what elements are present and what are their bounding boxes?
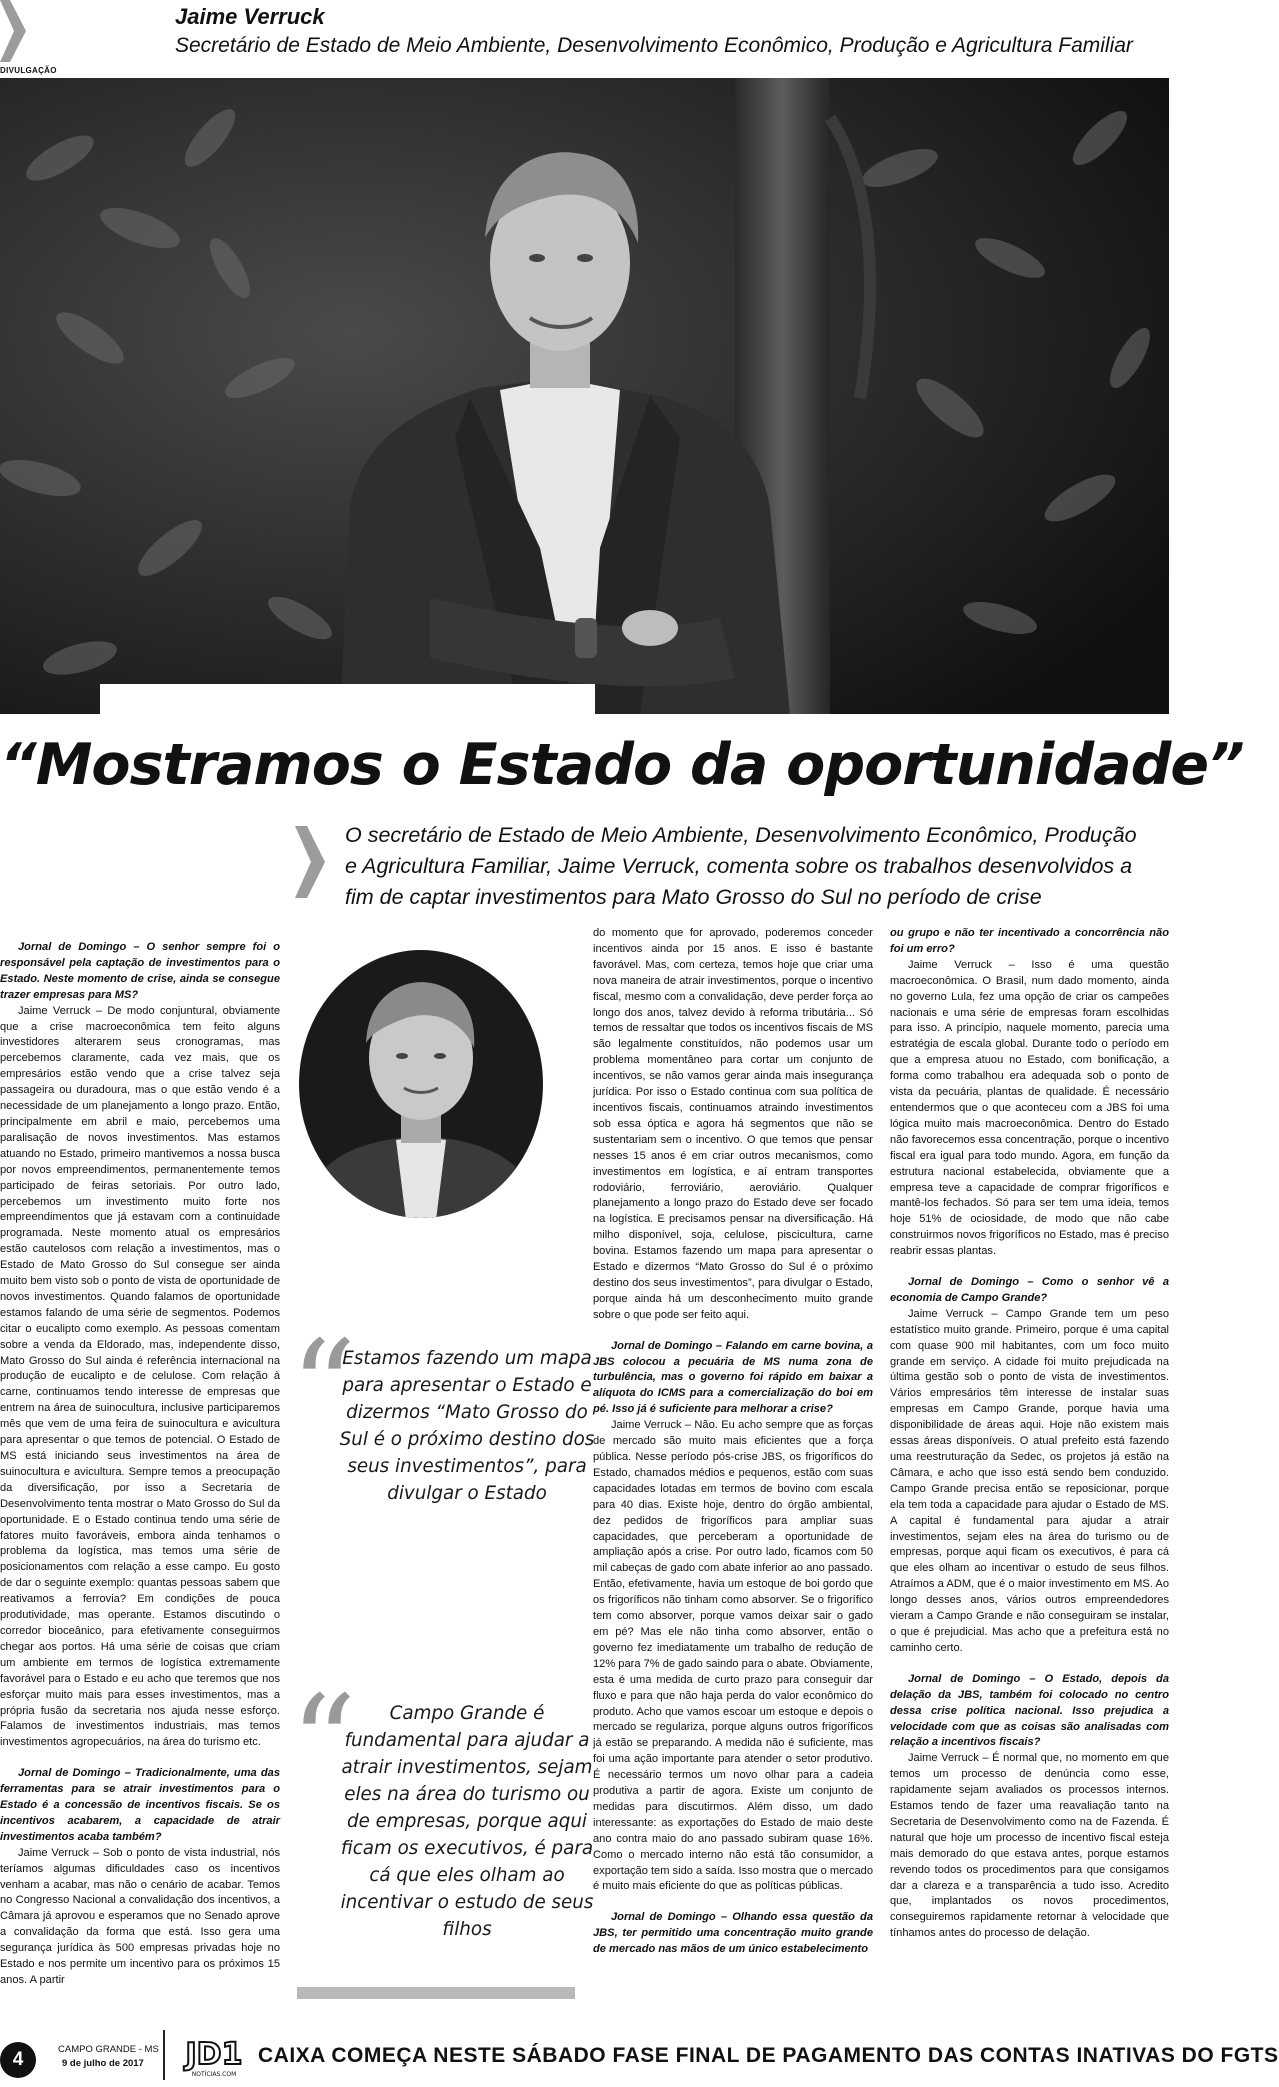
page-footer [0,2022,1279,2087]
answer-3: Jaime Verruck – Não. Eu acho sempre que as forças de mercado são muito mais eficientes que a força pública. Nesse período pós-crise JBS, os frigoríficos do Estado, chamados médios e pequenos, estão com suas capacidades lotadas em termos de bovino com escala para 40 dias. Existe hoje, dentro do órgão ambiental, dez pedidos de frigoríficos para ampliar suas capacidades, que perceberam a oportunidade de ampliação após a crise. Por outro lado, ficamos com 50 mil cabeças de gado com abate inferior ao ano passado. Então, efetivamente, havia um estoque de boi gordo que os frigoríficos não tinham como absorver. Se o frigorífico tem como absorver, porque vamos deixar sair o gado em pé? Mas ele não tinha como absorver, então o governo fez imediatamente um trabalho de redução de 12% para 7% de gado saindo para o abate. Obviamente, esta é uma medida de curto prazo para conseguir dar fluxo e para que não haja perda do valor econômico do produto. Acho que vamos escoar um estoque e depois o mercado se regulariza, porque alguns outros frigoríficos já estão se preparando. A medida não é suficiente, mas foi uma ação importante para atender o setor produtivo. É necessário termos um novo olhar para a cadeia produtiva a partir de agora. Existe um conjunto de medidas para discutirmos. Além disso, um dado interessante: as exportações do Estado de maio deste ano contra maio do ano passado subiram quase 16%. Como o mercado interno não está tão consumidor, a exportação tem sido a saída. Isso mostra que o mercado é muito mais eficiente do que as políticas públicas. [593,1419,874,1893]
answer-5: Jaime Verruck – Campo Grande tem um peso estatístico muito grande. Primeiro, porque é uma capital com quase 900 mil habitantes, com um foco muito grande em serviço. A cidade foi muito prejudicada na última gestão sob o ponto de vista de investimentos. Vários empresários têm interesse de instalar suas empresas em Campo Grande, porque havia uma disponibilidade de áreas aqui. Hoje não existem mais essas áreas disponíveis. O atual prefeito está fazendo uma reestruturação da Sedec, os projetos já estão na Câmara, e acho que isso está sendo bem conduzido. Campo Grande precisa então se reposicionar, porque ela tem toda a capacidade para ajudar o Estado de MS. A capital é fundamental para ajudar a atrair investimentos, sejam eles na área do turismo ou de empresas, porque aqui ficam os executivos, é para cá que eles olham ao incentivar o estudo de seus filhos. Atraímos a ADM, que é o maior investimento em MS. Ao longo desses anos, vários outros empreendedores vieram a Campo Grande e não conseguiram se instalar, o que é prejudicial. Mas acho que a prefeitura está no caminho certo. [890,1307,1169,1654]
jd1-logo[interactable] [184,2030,244,2080]
quote-mark-icon: “ [290,1312,357,1464]
logo-text: JD1 [185,2037,243,2072]
subheadline: O secretário de Estado de Meio Ambiente, Desenvolvimento Econômico, Produção e Agricultura Familiar, Jaime Verruck, comenta sobre os trabalhos desenvolvidos a fim de captar investimentos para Mato Grosso do Sul no período de crise [345,823,1137,909]
article-column-3 [890,926,1169,1942]
footer-date: 9 de julho de 2017 [62,2058,144,2069]
footer-divider [163,2030,165,2080]
main-photo [0,78,1169,714]
pull-quote-1-text: Estamos fazendo um mapa para apresentar o Estado e dizermos “Mato Grosso do Sul é o próximo destino dos seus investimentos”, para divulgar o Estado [339,1348,595,1504]
question-4-continued: ou grupo e não ter incentivado a concorrência não foi um erro? [890,927,1169,955]
answer-4: Jaime Verruck – Isso é uma questão macroeconômica. O Brasil, num dado momento, ainda no governo Lula, fez uma opção de criar os campeões nacionais e uma série de empresas foram escolhidas para isso. A princípio, naquele momento, parecia uma estratégia de escala global. Durante todo o período em que a empresa atuou no Estado, com bonificação, a forma como trabalhou era adequada sob o ponto de vista da pecuária, plantas de qualidade. É necessário entendermos que o que aconteceu com a JBS foi uma lógica muito mais macroeconômica. Dentro do Estado não favorecemos essa concentração, porque o incentivo fiscal era igual para todo mundo. Agora, em função da estrutura nacional estabelecida, obviamente que a empresa teve a capacidade de comprar frigoríficos e mantê-los fechados. Só para ser tem uma ideia, temos hoje 51% de ociosidade, de modo que não cabe construirmos novos frigoríficos no Estado, mas é preciso reabrir essas plantas. [890,958,1169,1258]
answer-1: Jaime Verruck – De modo conjuntural, obviamente que a crise macroeconômica tem feito alguns investidores alterarem seus cronogramas, mas percebemos claramente, cada vez mais, que os empresários estão vendo que a crise talvez seja passageira ou duradoura, mas o que estão vendo é a necessidade de um planejamento a longo prazo. Então, principalmente em abril e maio, percebemos uma paralisação de novos investimentos. Mas estamos atuando no Estado, primeiro mantivemos a nossa busca por novos empreendimentos, permanentemente temos participado de feiras setoriais. Por outro lado, percebemos um investimento muito forte nos empreendimentos que já estavam com a continuidade programada. Neste momento atual os empresários estão cautelosos com relação a investimentos, mas o Estado de Mato Grosso do Sul consegue ser ainda muito bem visto sob o ponto de vista de oportunidade de novos investimentos. Quando falamos de oportunidade estamos falando de uma série de segmentos. Podemos citar o eucalipto como exemplo. As pessoas comentam sobre a venda da Eldorado, mas, independente disso, Mato Grosso do Sul ainda é referência internacional na produção de eucalipto e de celulose. Com relação à carne, continuamos tendo interesse de empresas que entrem na área de suinocultura, inclusive participaremos mês que vem de uma feira de suinocultura e avicultura para apresentar o que temos de potencial. O Estado de MS está iniciando seus investimentos na área de suinocultura e avicultura. Sempre temos a preocupação da diversificação, por isso a Secretaria de Desenvolvimento tenta mostrar o Mato Grosso do Sul da oportunidade. E o Estado continua tendo uma série de fatores muito favoráveis, embora ainda tenhamos o problema da logística, mas temos uma série de posicionamentos com relação a esse campo. Eu gosto de dar o seguinte exemplo: quantas pessoas sabem que reativamos a ferrovia? Em condições de pouca produtividade, mas operante. Estamos discutindo o corredor bioceânico, para efetivamente conseguirmos chegar aos portos. Há uma série de coisas que criam um ambiente em termos de logística extremamente favorável para o Estado e eu acho que teremos que nos esforçar muito mais para esses investimentos, mas a própria fusão da secretaria nos ajuda nesse esforço. Falamos de investimentos industriais, mas temos investimentos agropecuários, na área do turismo etc. [0,1004,280,1749]
photo-white-strip [100,684,595,714]
pull-quote-1 [290,1312,602,1507]
page-number: 4 [0,2042,36,2078]
logo-subtext: NOTÍCIAS.COM [191,2071,237,2078]
article-column-2 [593,926,873,1958]
pull-quote-2-text: Campo Grande é fundamental para ajudar a atrair investimentos, sejam eles na área do turismo ou de empresas, porque aqui ficam os executivos, é para cá que eles olham ao incentivar o estudo de seus filhos [340,1703,594,1940]
answer-6: Jaime Verruck – É normal que, no momento em que temos um processo de denúncia como esse, rapidamente sejam avaliados os processos internos. Estamos tendo de fazer uma reavaliação tanto na Secretaria de Desenvolvimento como na de Fazenda. É natural que hoje um processo de incentivo fiscal esteja mais demorado do que estava antes, porque estamos revendo todos os procedimentos para que consigamos dar a clareza e a transparência a tudo isso. Acredito que, implantados os novos procedimentos, conseguiremos rapidamente retornar à velocidade que tínhamos antes do processo de delação. [890,1752,1169,1940]
question-3: Jornal de Domingo – Falando em carne bovina, a JBS colocou a pecuária de MS numa zona de turbulência, mas o governo foi rápido em baixar a alíquota do ICMS para a comercialização do boi em pé. Isso já é suficiente para melhorar a crise? [593,1339,873,1416]
question-5: Jornal de Domingo – Como o senhor vê a economia de Campo Grande? [890,1276,1169,1304]
question-6: Jornal de Domingo – O Estado, depois da delação da JBS, também foi colocado no centro dessa crise política nacional. Isso prejudica a velocidade com que as coisas são analisadas com relação a incentivos fiscais? [890,1672,1169,1749]
footer-place: CAMPO GRANDE - MS [58,2044,159,2055]
answer-2: Jaime Verruck – Sob o ponto de vista industrial, nós teríamos algumas dificuldades caso os incentivos venham a acabar, mas não o cenário de acabar. Temos no Congresso Nacional a convalidação dos incentivos, a Câmara já aprovou e esperamos que no Senado aprove a convalidação da forma que está. Isso gera uma segurança jurídica às 500 empresas privadas hoje no Estado e nos permite um incentivo para os próximos 15 anos. A partir [0,1846,280,1986]
interviewee-role: Secretário de Estado de Meio Ambiente, Desenvolvimento Econômico, Produção e Agricultura Familiar [175,34,1133,57]
answer-2-continued: do momento que for aprovado, poderemos conceder incentivos ainda por 15 anos. E isso é bastante favorável. Mas, com certeza, temos hoje que criar uma nova maneira de atrair investimentos, porque o incentivo fiscal, mesmo com a convalidação, deve perder força ao longo dos anos, talvez devido à reforma tributária... Só temos de ressaltar que todos os incentivos fiscais de MS são legalmente constituídos, não podemos usar um problema momentâneo para cortar um conjunto de incentivos, se não vamos gerar ainda mais insegurança jurídica. Por isso o Estado continua com sua política de incentivos fiscais, continuamos atraindo investimentos sob essa óptica e agora há segmentos que não se sustentariam sem o incentivo. O que temos que pensar nesses 15 anos é em criar outros mecanismos, como investimentos em logística, e aí entram transportes rodoviário, ferroviário, aeroviário. Qualquer planejamento a longo prazo do Estado deve ser focado na logística. E precisamos pensar na diversificação. Há milho disponível, soja, celulose, piscicultura, carne bovina. Estamos fazendo um mapa para apresentar o Estado e dizermos “Mato Grosso do Sul é o próximo destino dos seus investimentos”, para divulgar o Estado, porque ainda há um desconhecimento muito grande sobre o que pode ser feito aqui. [593,927,873,1321]
interviewee-name: Jaime Verruck [175,4,325,29]
subhead-chevron-icon [295,826,325,898]
question-1: Jornal de Domingo – O senhor sempre foi o responsável pela captação de investimentos para o Estado. Neste momento de crise, ainda se consegue trazer empresas para MS? [0,941,280,1001]
portrait-photo [296,948,546,1220]
question-2: Jornal de Domingo – Tradicionalmente, uma das ferramentas para se atrair investimentos para o Estado é a concessão de incentivos fiscais. Se os incentivos acabarem, a capacidade de atrair investimentos acaba também? [0,1767,280,1843]
pull-quote-2 [290,1667,602,1943]
pull-quote-bar [297,1987,575,1999]
photo-credit: DIVULGAÇÃO [0,66,57,75]
header-chevron-icon [0,0,26,62]
question-4: Jornal de Domingo – Olhando essa questão da JBS, ter permitido uma concentração muito grande de mercado nas mãos de um único estabelecimento [593,1911,873,1956]
news-ticker[interactable]: CAIXA COMEÇA NESTE SÁBADO FASE FINAL DE PAGAMENTO DAS CONTAS INATIVAS DO FGTS [258,2044,1279,2067]
article-column-1 [0,940,280,1989]
headline: “Mostramos o Estado da oportunidade” [0,732,1244,798]
quote-mark-icon: “ [290,1667,357,1819]
